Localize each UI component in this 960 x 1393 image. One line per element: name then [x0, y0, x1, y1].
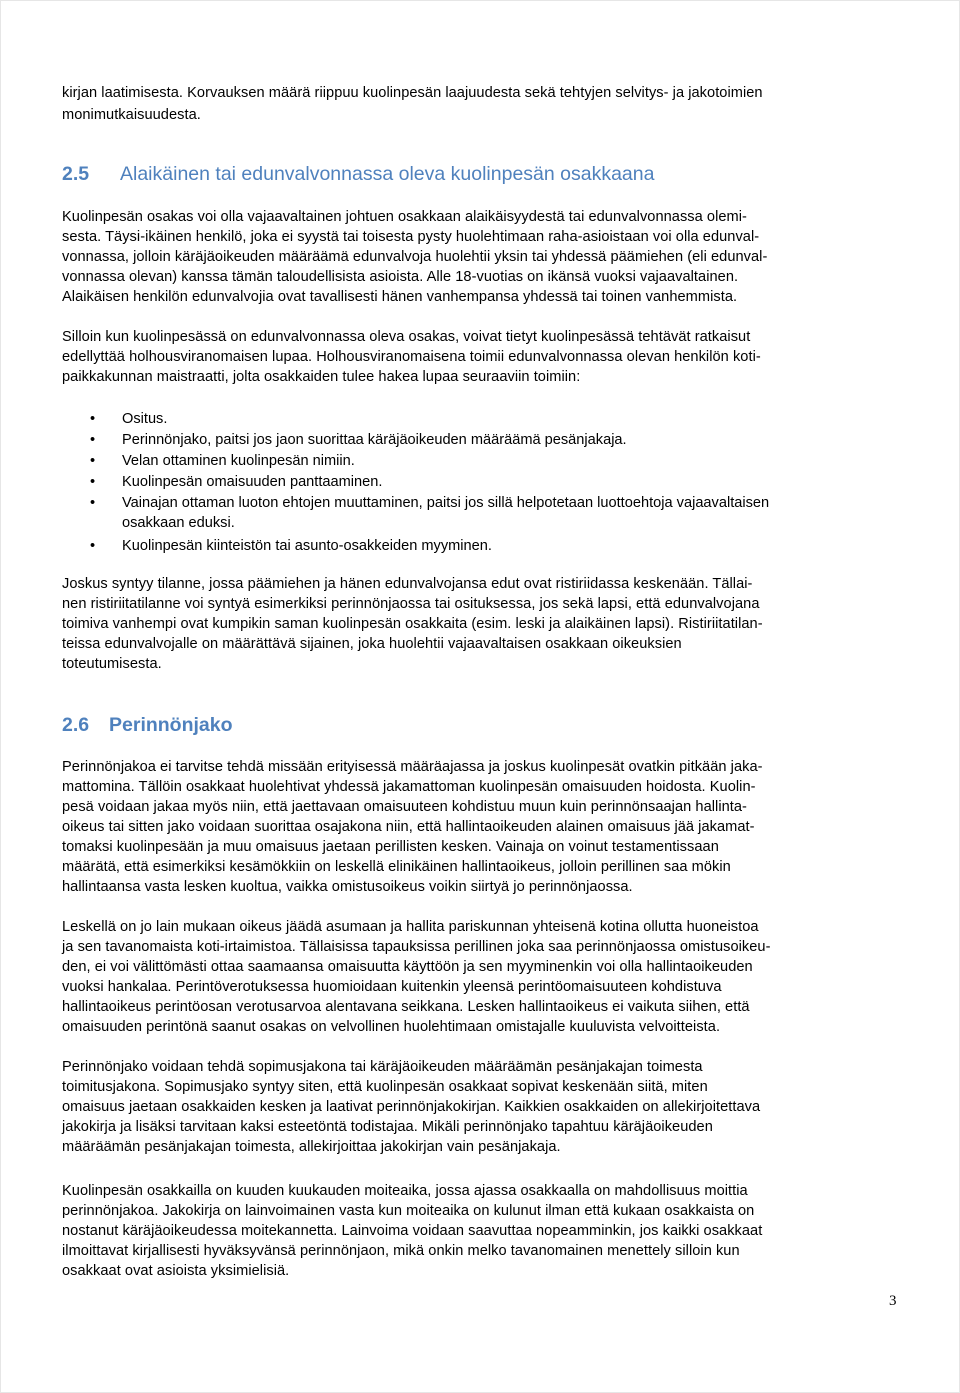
- body-text-line: teissa edunvalvojalle on määrättävä sijainen, joka huolehtii vajaavaltaisen osakkaan oikeuksien: [62, 636, 682, 652]
- body-text-line: omaisuuden perintönä saanut osakas on velvollinen huolehtimaan omistajalle kuuluvista velvoitteista.: [62, 1019, 721, 1035]
- body-text-line: Alaikäisen henkilön edunvalvojia ovat tavallisesti hänen vanhempansa yhdessä tai toinen vanhemmista.: [62, 289, 738, 305]
- section-number: 2.6: [62, 714, 90, 736]
- body-text-line: edellyttää holhousviranomaisen lupaa. Holhousviranomaisena toimii edunvalvonnassa olevan henkilön koti-: [62, 349, 761, 365]
- body-text-line: Leskellä on jo lain mukaan oikeus jäädä asumaan ja hallita pariskunnan yhteisenä kotina ollutta huoneistoa: [62, 919, 759, 935]
- body-text-line: sesta. Täysi-ikäinen henkilö, joka ei syystä tai toisesta pysty huolehtimaan raha-asioistaan voi olla edunval-: [62, 229, 760, 245]
- body-text-line: kirjan laatimisesta. Korvauksen määrä riippuu kuolinpesän laajuudesta sekä tehtyjen selvitys- ja jakotoimien: [62, 85, 763, 101]
- section-title: Alaikäinen tai edunvalvonnassa oleva kuolinpesän osakkaana: [120, 163, 655, 185]
- body-text-line: nostanut käräjäoikeudessa moitekannetta. Lainvoima voidaan saavuttaa nopeamminkin, jos kaikki osakkaat: [62, 1223, 763, 1239]
- body-text-line: hallintaoikeus perintöosan verotusarvoa alentavana seikkana. Lesken hallintaoikeus ei vaikuta siihen, että: [62, 999, 750, 1015]
- body-text-line: Perinnönjako voidaan tehdä sopimusjakona tai käräjäoikeuden määräämän pesänjakajan toimesta: [62, 1059, 703, 1075]
- section-heading-2-5: [62, 162, 654, 186]
- body-text-line: paikkakunnan maistraatti, jolta osakkaiden tulee hakea lupaa seuraaviin toimiin:: [62, 369, 581, 385]
- body-text-line: vonnassa, jolloin käräjäoikeuden määräämä edunvalvoja huolehtii yksin tai yhdessä päämiehen (eli edunval-: [62, 249, 768, 265]
- list-item-text: Vainajan ottaman luoton ehtojen muuttaminen, paitsi jos sillä helpotetaan luottoehtoja vajaavaltaisen: [122, 495, 770, 511]
- section-title: Perinnönjako: [109, 714, 233, 736]
- bullet-icon: •: [90, 432, 96, 448]
- body-text-line: Joskus syntyy tilanne, jossa päämiehen ja hänen edunvalvojansa edut ovat ristiriidassa keskenään. Tällai-: [62, 576, 753, 592]
- list-item-text: osakkaan eduksi.: [122, 515, 235, 531]
- body-text-line: ilmoittavat kirjallisesti hyväksyvänsä perinnönjaon, mikä onkin melko tavanomainen menettely silloin kun: [62, 1243, 740, 1259]
- body-text-line: pesä voidaan jakaa myös niin, että jaettavaan omaisuuteen kohdistuu muun kuin perinnönsaajan hallinta-: [62, 799, 747, 815]
- body-text-line: vonnassa olevan) kanssa tämän taloudellisista asioista. Alle 18-vuotias on ikänsä vuoksi vajaavaltainen.: [62, 269, 739, 285]
- list-item-text: Kuolinpesän kiinteistön tai asunto-osakkeiden myyminen.: [122, 538, 492, 554]
- body-text-line: monimutkaisuudesta.: [62, 107, 201, 123]
- body-text-line: toimiva vanhempi ovat kumpikin saman kuolinpesän osakkaita (esim. leski ja alaikäinen lapsi). Ristiriitatilan-: [62, 616, 763, 632]
- page-number: 3: [889, 1293, 897, 1309]
- body-text-line: vuoksi hankalaa. Perintöverotuksessa huomioidaan kuitenkin yleensä perintöomaisuuteen kohdistuva: [62, 979, 722, 995]
- list-item-text: Kuolinpesän omaisuuden panttaaminen.: [122, 474, 383, 490]
- body-text-line: omaisuus jaetaan osakkaiden kesken ja laativat perinnönjakokirjan. Kaikkien osakkaiden on allekirjoitettava: [62, 1099, 761, 1115]
- body-text-line: Kuolinpesän osakas voi olla vajaavaltainen johtuen osakkaan alaikäisyydestä tai edunvalvonnassa olemi-: [62, 209, 747, 225]
- body-text-line: Silloin kun kuolinpesässä on edunvalvonnassa oleva osakas, voivat tietyt kuolinpesässä tehtävät ratkaisut: [62, 329, 751, 345]
- section-number: 2.5: [62, 163, 90, 185]
- body-text-line: perinnönjakoa. Jakokirja on lainvoimainen vasta kun moiteaika on kulunut ilman että kukaan osakkaista on: [62, 1203, 755, 1219]
- bullet-icon: •: [90, 453, 96, 469]
- body-text-line: toteutumisesta.: [62, 656, 162, 672]
- body-text-line: osakkaat ovat asioista yksimielisiä.: [62, 1263, 290, 1279]
- body-text-line: Kuolinpesän osakkailla on kuuden kuukauden moiteaika, jossa ajassa osakkaalla on mahdollisuus moittia: [62, 1183, 748, 1199]
- body-text-line: jakokirja ja lisäksi tarvitaan kaksi esteetöntä todistajaa. Mikäli perinnönjako tapahtuu käräjäoikeuden: [62, 1119, 713, 1135]
- body-text-line: määräämän pesänjakajan toimesta, allekirjoittaa jakokirjan vain pesänjakaja.: [62, 1139, 561, 1155]
- body-text-line: Perinnönjakoa ei tarvitse tehdä missään erityisessä määräajassa ja joskus kuolinpesät ovatkin pitkään jaka-: [62, 759, 763, 775]
- list-item-text: Ositus.: [122, 411, 168, 427]
- body-text-line: toimitusjakona. Sopimusjako syntyy siten, että kuolinpesän osakkaat sopivat keskenään siitä, miten: [62, 1079, 708, 1095]
- body-text-line: tomaksi kuolinpesään ja muu omaisuus jaetaan perillisten kesken. Vainaja on voinut testamentissaan: [62, 839, 719, 855]
- list-item-text: Perinnönjako, paitsi jos jaon suorittaa käräjäoikeuden määräämä pesänjakaja.: [122, 432, 627, 448]
- body-text-line: määrätä, että esimerkiksi kesämökkiin on leskellä elinikäinen hallintaoikeus, jolloin perillinen saa mökin: [62, 859, 731, 875]
- body-text-line: nen ristiriitatilanne voi syntyä esimerkiksi perinnönjaossa tai osituksessa, jos sekä lapsi, että edunvalvojana: [62, 596, 760, 612]
- bullet-icon: •: [90, 411, 96, 427]
- body-text-line: hallintaansa vasta lesken kuoltua, vaikka omistusoikeus voikin siirtyä jo perinnönjaossa.: [62, 879, 633, 895]
- body-text-line: oikeus tai sitten jako voidaan suorittaa osajakona niin, että hallintaoikeuden alainen omaisuus jää jakamat-: [62, 819, 755, 835]
- bullet-icon: •: [90, 495, 96, 511]
- bullet-icon: •: [90, 474, 96, 490]
- body-text-line: ja sen tavanomaista koti-irtaimistoa. Tällaisissa tapauksissa perillinen joka saa perinnönjaossa omistusoikeu-: [62, 939, 771, 955]
- bullet-icon: •: [90, 538, 96, 554]
- list-item-text: Velan ottaminen kuolinpesän nimiin.: [122, 453, 355, 469]
- body-text-line: den, ei voi välittömästi ottaa saamaansa omaisuutta käyttöön ja sen myyminenkin voi olla hallintaoikeuden: [62, 959, 753, 975]
- body-text-line: mattomina. Tällöin osakkaat huolehtivat yhdessä jakamattoman kuolinpesän omaisuuden hoidosta. Kuolin-: [62, 779, 756, 795]
- section-heading-2-6: [62, 713, 233, 737]
